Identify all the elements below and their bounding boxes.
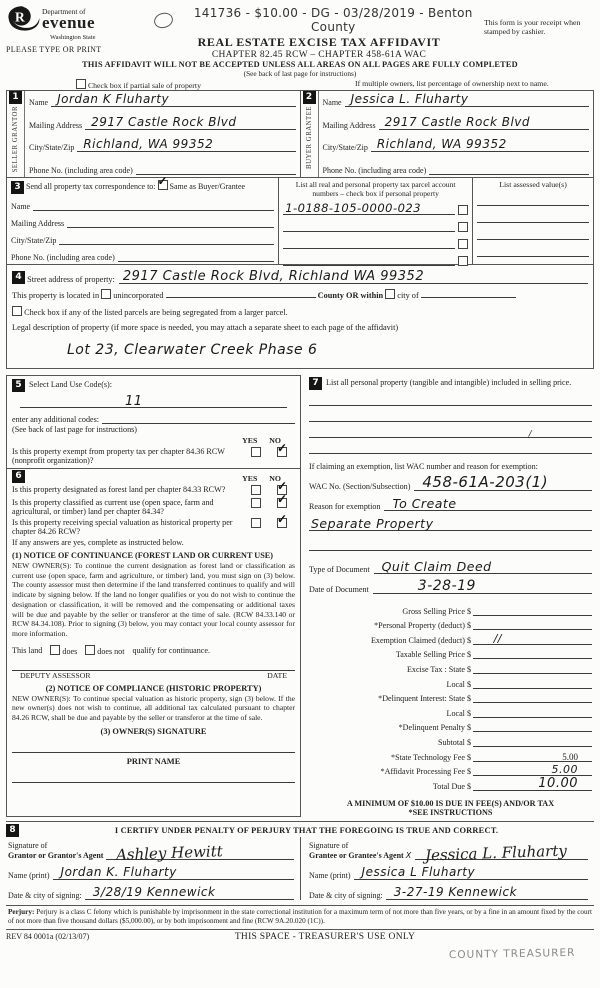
fee-label-3: Taxable Selling Price $ bbox=[395, 650, 471, 660]
wac-label: WAC No. (Section/Subsection) bbox=[309, 482, 411, 491]
parcel-field-3 bbox=[283, 234, 455, 249]
q2-no-checkbox: ✓ bbox=[277, 492, 288, 506]
historical-question: Is this property receiving special valuation as historical property per chapter 84.26 RCW? bbox=[12, 518, 233, 536]
corr-name-field bbox=[33, 197, 274, 211]
same-as-buyer-checkbox: ✓ bbox=[157, 174, 168, 188]
land-use-code-field: 11 bbox=[20, 392, 287, 408]
doc-date-label: Date of Document bbox=[309, 585, 369, 594]
section-8-badge: 8 bbox=[6, 824, 19, 837]
buyer-role-label: BUYER GRANTEE bbox=[305, 106, 313, 169]
revenue-logo-icon bbox=[6, 4, 42, 34]
q1-yes-checkbox bbox=[251, 485, 261, 495]
q2-yes-checkbox bbox=[251, 498, 261, 508]
if-yes-note: If any answers are yes, complete as instructed below. bbox=[12, 538, 184, 547]
fee-label-6: *Delinquent Interest: State $ bbox=[378, 694, 471, 704]
land-use-see-back: (See back of last page for instructions) bbox=[12, 425, 137, 434]
does-label: does bbox=[62, 646, 78, 656]
qualify-label: qualify for continuance. bbox=[132, 645, 211, 655]
treasurer-use-only: THIS SPACE - TREASURER'S USE ONLY bbox=[234, 932, 416, 943]
grantee-sig-label1: Signature of bbox=[309, 841, 349, 851]
compliance-title: (2) NOTICE OF COMPLIANCE (HISTORIC PROPERTY) bbox=[45, 683, 262, 693]
forest-land-question: Is this property designated as forest land per chapter 84.33 RCW? bbox=[12, 485, 226, 494]
fee-field-5 bbox=[473, 675, 592, 689]
see-instructions-note: *SEE INSTRUCTIONS bbox=[408, 807, 493, 817]
q3-yes-checkbox bbox=[251, 518, 261, 528]
assessed-field-4 bbox=[477, 240, 589, 257]
section-4-badge: 4 bbox=[12, 271, 25, 284]
current-use-question: Is this property classified as current use (open space, farm and agricultural, or timber) land per chapter 84.34? bbox=[12, 498, 214, 516]
form-number: REV 84 0001a (02/13/07) bbox=[6, 932, 90, 942]
fee-label-0: Gross Selling Price $ bbox=[402, 606, 471, 616]
street-address-label: Street address of property: bbox=[27, 275, 115, 284]
exempt-yes-checkbox bbox=[251, 447, 261, 457]
continuance-title: (1) NOTICE OF CONTINUANCE (FOREST LAND OR CURRENT USE) bbox=[12, 551, 273, 560]
buyer-name-label: Name bbox=[322, 98, 342, 107]
section-3 bbox=[6, 174, 594, 265]
fee-field-9 bbox=[473, 733, 592, 747]
fee-field-7 bbox=[473, 704, 592, 718]
county-treasurer-stamp: COUNTY TREASURER bbox=[448, 946, 576, 962]
s6-no-header: NO bbox=[269, 474, 281, 483]
pp-line-3: ∕ bbox=[309, 422, 592, 438]
unincorporated-checkbox bbox=[101, 289, 111, 299]
county-or-label: County OR within bbox=[317, 291, 384, 300]
does-checkbox bbox=[50, 645, 60, 655]
reason-field-1: To Create bbox=[384, 495, 592, 511]
parcel-checkbox-1 bbox=[458, 205, 468, 215]
corr-city-label: City/State/Zip bbox=[11, 236, 57, 245]
buyer-city-field: Richland, WA 99352 bbox=[371, 138, 589, 152]
parcel-checkbox-3 bbox=[458, 239, 468, 249]
deputy-assessor-label: DEPUTY ASSESSOR bbox=[20, 670, 91, 680]
fee-label-8: *Delinquent Penalty $ bbox=[398, 723, 471, 733]
form-title: REAL ESTATE EXCISE TAX AFFIDAVIT bbox=[197, 35, 441, 49]
assessed-field-1 bbox=[477, 189, 589, 206]
fee-label-12: Total Due $ bbox=[432, 781, 471, 791]
corr-address-label: Mailing Address bbox=[11, 219, 65, 228]
city-checkbox bbox=[385, 289, 395, 299]
buyer-city-label: City/State/Zip bbox=[322, 143, 368, 153]
svg-text:R: R bbox=[15, 9, 25, 25]
logo-state: Washington State bbox=[50, 34, 96, 41]
section-7-badge: 7 bbox=[309, 377, 322, 390]
buyer-address-label: Mailing Address bbox=[322, 120, 376, 130]
grantee-name-label: Name (print) bbox=[309, 870, 351, 880]
buyer-grantee-box bbox=[301, 90, 595, 178]
logo-revenue: evenue bbox=[42, 13, 96, 33]
seller-phone-field bbox=[136, 161, 296, 175]
grantor-date-field: 3/28/19 Kennewick bbox=[85, 883, 294, 900]
continuance-text: NEW OWNER(S): To continue the current designation as forest land or classification as current use (open space, farm and agriculture, or timber) land, you must sign on (3) below. The county assessor must then determine if the land transferred continues to qualify and will indicate by signing below. If the land no longer qualifies or you do not wish to continue the designation or classification, it will be removed and the compensating or additional taxes will be due and payable by the seller or transferor at the time of sale. (RCW 84.33.140 or RCW 84.34.108). Prior to signing (3) below, you may contact your local county assessor for more information. bbox=[12, 561, 295, 639]
additional-codes-field bbox=[102, 410, 295, 424]
header bbox=[6, 4, 594, 60]
grantee-signature-field: Jessica L. Fluharty bbox=[415, 839, 588, 860]
fee-label-7: Local $ bbox=[446, 708, 471, 718]
located-in-label: This property is located in bbox=[12, 291, 100, 300]
grantor-signing-block bbox=[6, 837, 300, 900]
q1-no-checkbox: ✓ bbox=[277, 479, 288, 493]
seller-city-label: City/State/Zip bbox=[29, 143, 75, 153]
buyer-address-field: 2917 Castle Rock Blvd bbox=[379, 116, 589, 130]
reason-label: Reason for exemption bbox=[309, 502, 381, 511]
street-address-field: 2917 Castle Rock Blvd, Richland WA 99352 bbox=[119, 267, 588, 284]
grantee-date-label: Date & city of signing: bbox=[309, 890, 383, 900]
stamp-circle-mark bbox=[152, 10, 174, 29]
logo-dept-of: Department of bbox=[42, 6, 86, 16]
fee-field-10: 5.00 bbox=[473, 748, 592, 762]
no-header: NO bbox=[269, 436, 281, 445]
section-4 bbox=[6, 265, 594, 369]
grantee-signing-block bbox=[300, 837, 594, 900]
segregated-checkbox bbox=[12, 306, 22, 316]
completion-warning: THIS AFFIDAVIT WILL NOT BE ACCEPTED UNLESS ALL AREAS ON ALL PAGES ARE FULLY COMPLETED bbox=[82, 60, 518, 69]
legal-description-label: Legal description of property (if more space is needed, you may attach a separate sheet to each page of the affidavit) bbox=[12, 323, 399, 332]
grantor-sig-label1: Signature of bbox=[8, 841, 48, 851]
fee-label-2: Exemption Claimed (deduct) $ bbox=[370, 635, 471, 645]
grantor-date-label: Date & city of signing: bbox=[8, 890, 82, 900]
receipt-note: This form is your receipt when stamped by cashier. bbox=[484, 18, 581, 36]
print-name-field bbox=[12, 768, 295, 783]
seller-city-field: Richland, WA 99352 bbox=[77, 138, 295, 152]
sections-7-fees-col bbox=[301, 375, 594, 817]
pp-line-1 bbox=[309, 390, 592, 406]
same-as-buyer-label: Same as Buyer/Grantee bbox=[169, 182, 246, 191]
reason-field-3 bbox=[309, 535, 592, 551]
fee-field-12: 10.00 bbox=[473, 777, 592, 791]
additional-codes-label: enter any additional codes: bbox=[12, 415, 99, 424]
s6-yes-header: YES bbox=[242, 474, 258, 483]
exempt-question: Is this property exempt from property tax per chapter 84.36 RCW (nonprofit organization)? bbox=[12, 447, 225, 465]
correspondence-label: Send all property tax correspondence to: bbox=[26, 182, 156, 191]
reason-field-2: Separate Property bbox=[309, 515, 592, 531]
seller-name-field: Jordan K Fluharty bbox=[51, 93, 295, 107]
city-of-label: city of bbox=[397, 291, 419, 300]
seller-phone-label: Phone No. (including area code) bbox=[29, 165, 133, 175]
compliance-text: NEW OWNER(S): To continue special valuation as historic property, sign (3) below. If the new owner(s) does not wish to continue, all additional tax calculated pursuant to chapter 84.26 RCW, shall be due and payable by the seller or transferor at the time of sale. bbox=[12, 693, 295, 723]
doc-type-field: Quit Claim Deed bbox=[374, 558, 592, 574]
multiple-owners-note: If multiple owners, list percentage of ownership next to name. bbox=[355, 79, 549, 88]
parcel-field-4 bbox=[283, 251, 455, 266]
parcel-numbers-header: List all real and personal property tax parcel account numbers – check box if personal property bbox=[295, 180, 456, 199]
grantee-name-field: Jessica L Fluharty bbox=[354, 863, 588, 880]
partial-sale-checkbox bbox=[76, 79, 86, 89]
perjury-text: Perjury is a class C felony which is punishable by imprisonment in the state correctional institution for a maximum term of not more than five years, or by a fine in an amount fixed by the court of not more than five thousand dollars ($5,000.00), or by both imprisonment and fine (RCW 9A.20.020 (1C)). bbox=[8, 907, 593, 926]
print-name-title: PRINT NAME bbox=[126, 756, 181, 766]
buyer-name-field: Jessica L. Fluharty bbox=[345, 93, 589, 107]
county-field bbox=[166, 297, 316, 298]
does-not-checkbox bbox=[85, 645, 95, 655]
buyer-phone-field bbox=[429, 161, 589, 175]
fee-label-4: Excise Tax : State $ bbox=[406, 664, 471, 674]
yes-header: YES bbox=[242, 436, 258, 445]
perjury-label: Perjury: bbox=[8, 907, 35, 916]
fee-field-8 bbox=[473, 718, 592, 732]
corr-city-field bbox=[59, 231, 274, 245]
doc-type-label: Type of Document bbox=[309, 565, 370, 574]
fee-field-3 bbox=[473, 645, 592, 659]
dor-logo-block bbox=[6, 4, 154, 60]
personal-property-label: List all personal property (tangible and intangible) included in selling price. bbox=[326, 378, 572, 387]
fee-field-0 bbox=[473, 602, 592, 616]
corr-name-label: Name bbox=[11, 202, 31, 211]
sections-5-6-box bbox=[6, 375, 301, 817]
section-2-badge: 2 bbox=[303, 91, 316, 104]
does-not-label: does not bbox=[97, 646, 125, 656]
owners-signature-field bbox=[12, 738, 295, 753]
fee-field-6 bbox=[473, 689, 592, 703]
grantee-x-mark: X bbox=[405, 850, 412, 860]
seller-grantor-box bbox=[6, 90, 301, 178]
land-use-label: Select Land Use Code(s): bbox=[29, 380, 112, 389]
assessed-values-header: List assessed value(s) bbox=[499, 180, 567, 189]
pp-line-2 bbox=[309, 406, 592, 422]
owners-signature-title: (3) OWNER(S) SIGNATURE bbox=[100, 726, 207, 736]
buyer-phone-label: Phone No. (including area code) bbox=[322, 165, 427, 175]
fee-label-5: Local $ bbox=[446, 679, 471, 689]
parcel-field-1: 1-0188-105-0000-023 bbox=[283, 200, 455, 215]
please-type-or-print: PLEASE TYPE OR PRINT bbox=[6, 45, 102, 54]
city-field bbox=[421, 297, 516, 298]
parcel-field-2 bbox=[283, 217, 455, 232]
assessed-field-2 bbox=[477, 206, 589, 223]
seller-name-label: Name bbox=[29, 98, 49, 107]
seller-role-label: SELLER GRANTOR bbox=[12, 106, 19, 173]
section-1-badge: 1 bbox=[9, 91, 22, 104]
date-label: DATE bbox=[267, 670, 287, 680]
q3-no-checkbox: ✓ bbox=[277, 512, 288, 526]
assessed-field-3 bbox=[477, 223, 589, 240]
exempt-no-checkbox: ✓ bbox=[277, 441, 288, 455]
grantee-sig-label2: Grantee or Grantee's Agent bbox=[309, 850, 404, 860]
grantor-signature-field: Ashley Hewitt bbox=[106, 839, 294, 860]
fee-field-2: ∕∕ bbox=[473, 631, 592, 645]
minimum-due-note: A MINIMUM OF $10.00 IS DUE IN FEE(S) AND/OR TAX bbox=[346, 798, 555, 808]
seller-address-field: 2917 Castle Rock Blvd bbox=[85, 116, 295, 130]
grantee-date-field: 3-27-19 Kennewick bbox=[386, 883, 588, 900]
segregated-label: Check box if any of the listed parcels are being segregated from a larger parcel. bbox=[24, 308, 288, 317]
pp-line-4 bbox=[309, 438, 592, 454]
fee-field-4 bbox=[473, 660, 592, 674]
this-land-label: This land bbox=[12, 645, 43, 655]
exemption-intro: If claiming an exemption, list WAC number and reason for exemption: bbox=[309, 462, 538, 471]
grantor-name-label: Name (print) bbox=[8, 870, 50, 880]
fee-label-11: *Affidavit Processing Fee $ bbox=[380, 767, 471, 777]
legal-description-value: Lot 23, Clearwater Creek Phase 6 bbox=[67, 342, 318, 358]
perjury-notice bbox=[6, 905, 594, 931]
corr-phone-field bbox=[118, 248, 274, 262]
parcel-checkbox-2 bbox=[458, 222, 468, 232]
grantor-name-field: Jordan K. Fluharty bbox=[53, 863, 294, 880]
fee-label-10: *State Technology Fee $ bbox=[391, 752, 471, 762]
form-chapter: CHAPTER 82.45 RCW – CHAPTER 458-61A WAC bbox=[211, 50, 427, 60]
certify-statement: I CERTIFY UNDER PENALTY OF PERJURY THAT THE FOREGOING IS TRUE AND CORRECT. bbox=[114, 825, 499, 835]
fee-label-1: *Personal Property (deduct) $ bbox=[374, 621, 471, 631]
unincorporated-label: unincorporated bbox=[113, 291, 164, 300]
parcel-checkbox-4 bbox=[458, 256, 468, 266]
corr-phone-label: Phone No. (including area code) bbox=[11, 253, 115, 262]
fee-field-1 bbox=[473, 616, 592, 630]
section-5-badge: 5 bbox=[12, 379, 25, 392]
fee-field-11: 5.00 bbox=[473, 762, 592, 776]
partial-sale-label: Check box if partial sale of property bbox=[87, 81, 201, 90]
grantor-sig-label2: Grantor or Grantor's Agent bbox=[8, 850, 104, 860]
section-8 bbox=[6, 821, 594, 900]
fee-label-9: Subtotal $ bbox=[437, 737, 471, 747]
doc-date-field: 3-28-19 bbox=[373, 578, 592, 594]
section-6-badge: 6 bbox=[12, 470, 25, 483]
cashier-stamp-text: 141736 - $10.00 - DG - 03/28/2019 - Benton County bbox=[193, 6, 473, 34]
wac-field: 458-61A-203(1) bbox=[414, 475, 592, 491]
corr-address-field bbox=[67, 214, 274, 228]
see-back-note: (See back of last page for instructions) bbox=[243, 69, 357, 78]
section-3-badge: 3 bbox=[11, 181, 24, 194]
seller-address-label: Mailing Address bbox=[29, 120, 83, 130]
